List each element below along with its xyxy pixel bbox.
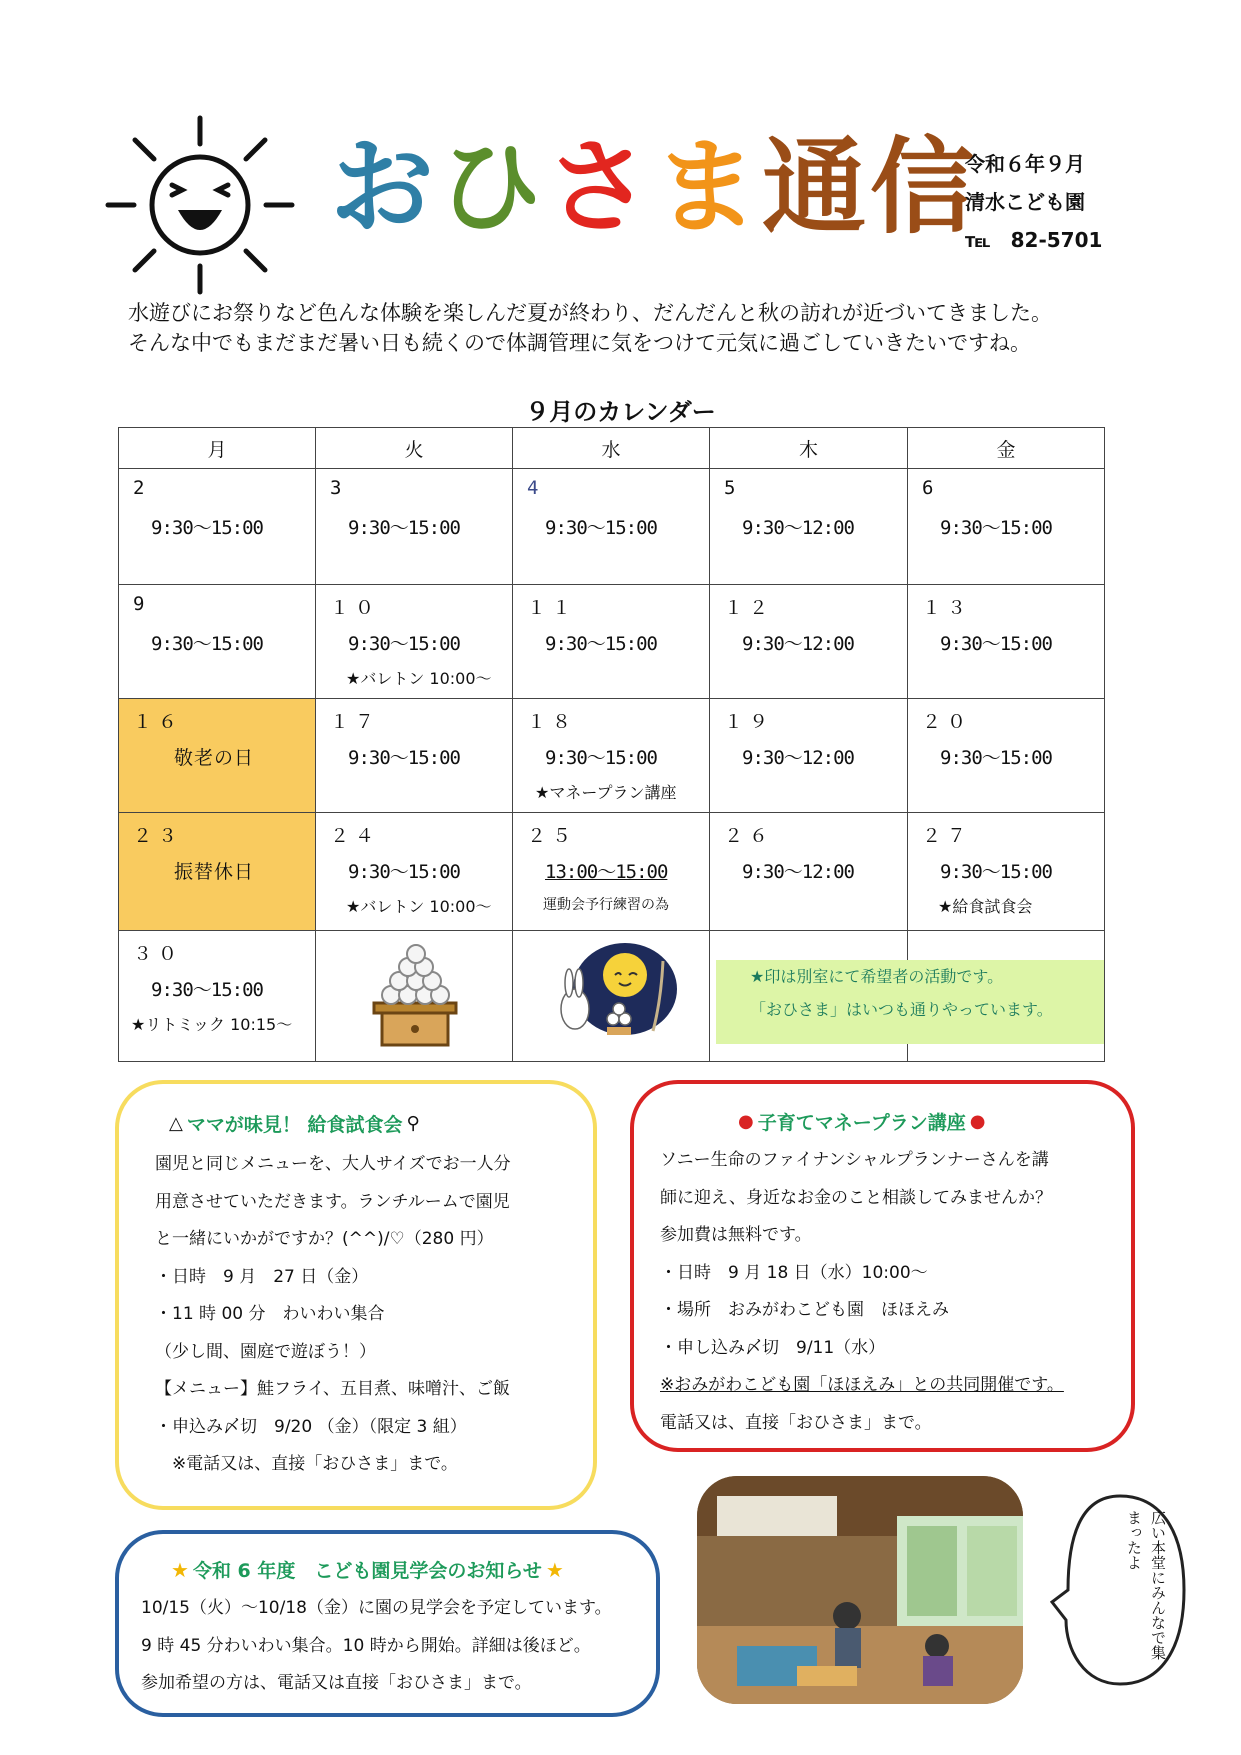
lunch-line: 用意させていただきます。ランチルームで園児 <box>155 1191 510 1212</box>
weekday-wed: 水 <box>513 428 710 469</box>
day-cell <box>908 585 1105 699</box>
day-cell <box>513 585 710 699</box>
school-name: 清水こども園 <box>965 190 1085 214</box>
day-number: １７ <box>330 711 381 733</box>
day-cell <box>316 813 513 931</box>
day-hours: 9:30～15:00 <box>151 633 263 655</box>
lunch-title: ママが味見！ 給食試食会 <box>186 1114 403 1136</box>
day-note: ★バレトン 10:00～ <box>346 897 492 916</box>
lunch-line: ・日時 9 月 27 日（金） <box>155 1266 369 1287</box>
day-note: ★給食試食会 <box>938 897 1033 916</box>
lunch-line: ・申込み〆切 9/20 （金）（限定 3 組） <box>155 1416 467 1437</box>
weekday-thu: 木 <box>710 428 908 469</box>
day-number: １８ <box>527 711 578 733</box>
tour-line: 9 時 45 分わいわい集合。10 時から開始。詳細は後ほど。 <box>141 1635 591 1656</box>
day-number: 3 <box>330 477 348 499</box>
day-number: １６ <box>133 711 184 733</box>
lunch-tasting-box <box>115 1080 597 1510</box>
money-plan-box <box>630 1080 1135 1452</box>
issue-date: 令和６年９月 <box>965 152 1085 176</box>
newsletter-title <box>330 126 979 248</box>
day-hours: 13:00～15:00 <box>545 861 668 883</box>
photo-caption: 広い本堂にみんなで集まったよ <box>1125 1510 1167 1660</box>
intro-text <box>128 298 1052 358</box>
star-icon: ★ <box>545 1557 564 1582</box>
legend-box <box>716 960 1104 1044</box>
weekday-header-row <box>119 428 1105 469</box>
weekday-tue: 火 <box>316 428 513 469</box>
day-cell <box>908 469 1105 585</box>
title-char: さ <box>546 126 655 248</box>
day-hours: 9:30～12:00 <box>742 747 854 769</box>
moon-rabbit-icon <box>513 931 709 1057</box>
day-hours: 9:30～15:00 <box>545 517 657 539</box>
tour-line: 参加希望の方は、電話又は直接「おひさま」まで。 <box>141 1673 532 1693</box>
day-number: １１ <box>527 597 578 619</box>
tour-title: 令和 6 年度 こども園見学会のお知らせ <box>192 1560 542 1582</box>
day-note: ★バレトン 10:00～ <box>346 669 492 688</box>
day-number: ３０ <box>133 943 184 965</box>
day-number: 5 <box>724 477 742 499</box>
weekday-fri: 金 <box>908 428 1105 469</box>
day-cell <box>316 699 513 813</box>
day-cell <box>710 699 908 813</box>
day-hours: 9:30～15:00 <box>940 633 1052 655</box>
moon-cell <box>513 931 710 1062</box>
day-cell <box>513 813 710 931</box>
weekday-mon: 月 <box>119 428 316 469</box>
title-char: お <box>330 126 439 248</box>
money-line: ・場所 おみがわこども園 ほほえみ <box>660 1300 949 1320</box>
day-hours: 9:30～12:00 <box>742 861 854 883</box>
money-line: ・申し込み〆切 9/11（水） <box>660 1337 886 1358</box>
calendar-title: ９月のカレンダー <box>525 398 716 426</box>
day-hours: 9:30～15:00 <box>940 517 1052 539</box>
day-hours: 9:30～12:00 <box>742 633 854 655</box>
day-number: １０ <box>330 597 381 619</box>
calendar-week <box>119 585 1105 699</box>
phone-number: ℡ 82-5701 <box>965 228 1103 252</box>
day-number: １３ <box>922 597 973 619</box>
day-cell <box>119 585 316 699</box>
ladle-icon: ⚲ <box>406 1113 420 1134</box>
legend-line: 「おひさま」はいつも通りやっています。 <box>750 1000 1053 1019</box>
star-icon: ★ <box>171 1557 189 1582</box>
day-cell <box>119 469 316 585</box>
lunch-line: 園児と同じメニューを、大人サイズでお一人分 <box>155 1154 511 1174</box>
money-line: 電話又は、直接「おひさま」まで。 <box>660 1412 932 1433</box>
day-cell <box>710 585 908 699</box>
day-cell <box>513 469 710 585</box>
day-number: 4 <box>527 477 545 499</box>
calendar-week <box>119 813 1105 931</box>
day-cell <box>316 469 513 585</box>
title-char: 通 <box>762 126 871 248</box>
day-hours: 9:30～15:00 <box>940 747 1052 769</box>
holiday-cell <box>119 813 316 931</box>
money-line: ソニー生命のファイナンシャルプランナーさんを講 <box>660 1150 1049 1170</box>
money-line: ※おみがわこども園「ほほえみ」との共同開催です。 <box>660 1375 1064 1395</box>
day-hours: 9:30～15:00 <box>545 747 657 769</box>
sun-illustration <box>100 110 300 300</box>
title-char: ま <box>654 126 763 248</box>
money-line: 参加費は無料です。 <box>660 1225 812 1245</box>
day-cell <box>710 469 908 585</box>
day-number: 9 <box>133 593 151 615</box>
day-hours: 9:30～12:00 <box>742 517 854 539</box>
day-hours: 9:30～15:00 <box>151 979 263 1001</box>
day-number: 6 <box>922 477 940 499</box>
intro-line: 水遊びにお祭りなど色んな体験を楽しんだ夏が終わり、だんだんと秋の訪れが近づいてきました。 <box>128 301 1052 325</box>
day-cell <box>513 699 710 813</box>
hall-photo <box>697 1476 1023 1704</box>
day-cell <box>710 813 908 931</box>
day-number: ２５ <box>527 825 578 847</box>
day-hours: 9:30～15:00 <box>348 747 460 769</box>
day-cell <box>316 585 513 699</box>
tsukimi-dango-icon <box>316 931 512 1057</box>
intro-line: そんな中でもまだまだ暑い日も続くので体調管理に気をつけて元気に過ごしていきたいですね。 <box>128 331 1031 355</box>
day-number: ２６ <box>724 825 775 847</box>
day-hours: 9:30～15:00 <box>348 517 460 539</box>
onigiri-icon: △ <box>169 1113 183 1134</box>
day-number: 2 <box>133 477 151 499</box>
tour-line: 10/15（火）～10/18（金）に園の見学会を予定しています。 <box>141 1598 612 1618</box>
day-number: ２３ <box>133 825 184 847</box>
calendar-week <box>119 469 1105 585</box>
day-cell <box>908 699 1105 813</box>
day-number: ２０ <box>922 711 973 733</box>
day-cell <box>119 931 316 1062</box>
money-title: 子育てマネープラン講座 <box>757 1112 966 1134</box>
title-char: 信 <box>870 126 979 248</box>
holiday-name: 振替休日 <box>174 861 255 883</box>
holiday-name: 敬老の日 <box>174 747 255 769</box>
lunch-line: ・11 時 00 分 わいわい集合 <box>155 1304 385 1324</box>
money-line: ・日時 9 月 18 日（水）10:00～ <box>660 1262 928 1283</box>
day-hours: 9:30～15:00 <box>151 517 263 539</box>
apple-icon: ● <box>738 1111 754 1132</box>
lunch-line: ※電話又は、直接「おひさま」まで。 <box>155 1454 458 1474</box>
day-note: 運動会予行練習の為 <box>543 897 669 913</box>
apple-icon: ● <box>969 1111 986 1132</box>
day-number: １２ <box>724 597 775 619</box>
day-hours: 9:30～15:00 <box>348 861 460 883</box>
day-hours: 9:30～15:00 <box>348 633 460 655</box>
dango-cell <box>316 931 513 1062</box>
day-number: ２４ <box>330 825 381 847</box>
day-cell <box>908 813 1105 931</box>
day-number: １９ <box>724 711 775 733</box>
day-number: ２７ <box>922 825 973 847</box>
day-hours: 9:30～15:00 <box>545 633 657 655</box>
day-note: ★リトミック 10:15～ <box>131 1015 293 1034</box>
day-note: ★マネープラン講座 <box>535 783 677 802</box>
tour-notice-box <box>115 1530 660 1717</box>
holiday-cell <box>119 699 316 813</box>
title-char: ひ <box>438 126 547 248</box>
header-meta <box>965 145 1102 259</box>
lunch-line: 【メニュー】鮭フライ、五目煮、味噌汁、ご飯 <box>155 1379 510 1399</box>
legend-line: ★印は別室にて希望者の活動です。 <box>750 967 1004 986</box>
lunch-line: と一緒にいかがですか？(^^)/♡（280 円） <box>155 1229 494 1249</box>
lunch-line: （少し間、園庭で遊ぼう！） <box>155 1341 376 1362</box>
money-line: 師に迎え、身近なお金のこと相談してみませんか？ <box>660 1187 1053 1208</box>
day-hours: 9:30～15:00 <box>940 861 1052 883</box>
calendar-week <box>119 699 1105 813</box>
